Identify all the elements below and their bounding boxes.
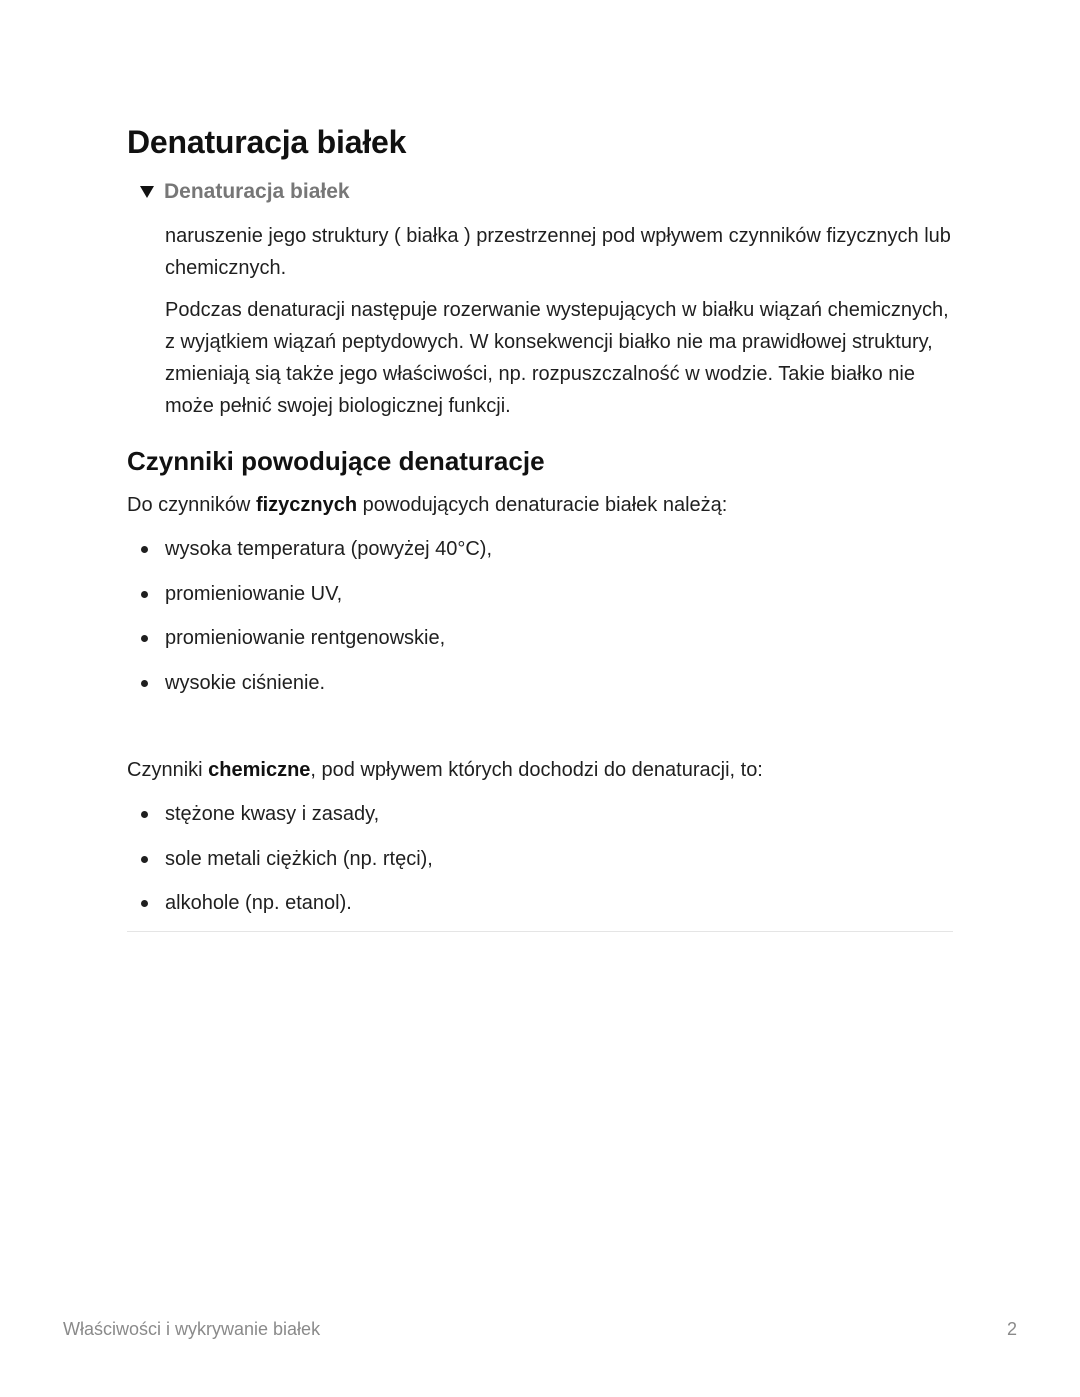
intro-text: Czynniki (127, 759, 209, 781)
bullet-icon (141, 680, 148, 687)
chemical-factors-intro (127, 756, 763, 784)
list-item (127, 535, 492, 580)
footer-document-title: Właściwości i wykrywanie białek (63, 1319, 321, 1339)
list-item (127, 624, 492, 669)
definition-paragraph: naruszenie jego struktury ( białka ) przestrzennej pod wpływem czynników fizycznych lub chemicznych. (165, 225, 951, 279)
toggle-content (165, 220, 955, 432)
physical-factors-intro (127, 491, 727, 519)
page-title: Denaturacja białek (127, 124, 407, 160)
bullet-icon (141, 811, 148, 818)
toggle-block[interactable] (140, 180, 350, 204)
footer-page-number: 2 (1006, 1319, 1017, 1339)
bullet-icon (141, 546, 148, 553)
intro-bold-text: chemiczne (208, 759, 311, 781)
list-item (127, 889, 433, 934)
physical-factors-list (127, 535, 492, 713)
bullet-icon (141, 591, 148, 598)
list-item (127, 800, 433, 845)
divider (127, 931, 953, 932)
list-item-text: wysokie ciśnienie. (165, 671, 326, 694)
bullet-icon (141, 856, 148, 863)
triangle-down-icon[interactable] (140, 186, 154, 198)
explanation-paragraph: Podczas denaturacji następuje rozerwanie wystepujących w białku wiązań chemicznych, z wyjątkiem wiązań peptydowych. W konsekwencji białko nie ma prawidłowej struktury, zmieniają sią także jego właściwości, np. rozpuszczalność w wodzie. Takie białko nie może pełnić swojej biologicznej funkcji. (165, 299, 949, 417)
toggle-label[interactable]: Denaturacja białek (164, 180, 350, 203)
intro-text: , pod wpływem których dochodzi do denaturacji, to: (310, 759, 763, 781)
section-heading: Czynniki powodujące denaturacje (127, 446, 545, 476)
list-item-text: sole metali ciężkich (np. rtęci), (165, 847, 433, 870)
list-item-text: stężone kwasy i zasady, (165, 803, 380, 825)
bullet-icon (141, 900, 148, 907)
intro-text: Do czynników (127, 494, 256, 516)
list-item-text: promieniowanie rentgenowskie, (165, 627, 446, 649)
chemical-factors-list (127, 800, 433, 934)
list-item (127, 580, 492, 625)
list-item-text: wysoka temperatura (powyżej 40°C), (165, 538, 493, 560)
intro-bold-text: fizycznych (255, 494, 358, 516)
intro-text: powodujących denaturacie białek należą: (357, 494, 728, 516)
list-item (127, 845, 433, 890)
list-item (127, 669, 492, 714)
bullet-icon (141, 635, 148, 642)
list-item-text: promieniowanie UV, (165, 582, 343, 605)
list-item-text: alkohole (np. etanol). (165, 892, 352, 914)
